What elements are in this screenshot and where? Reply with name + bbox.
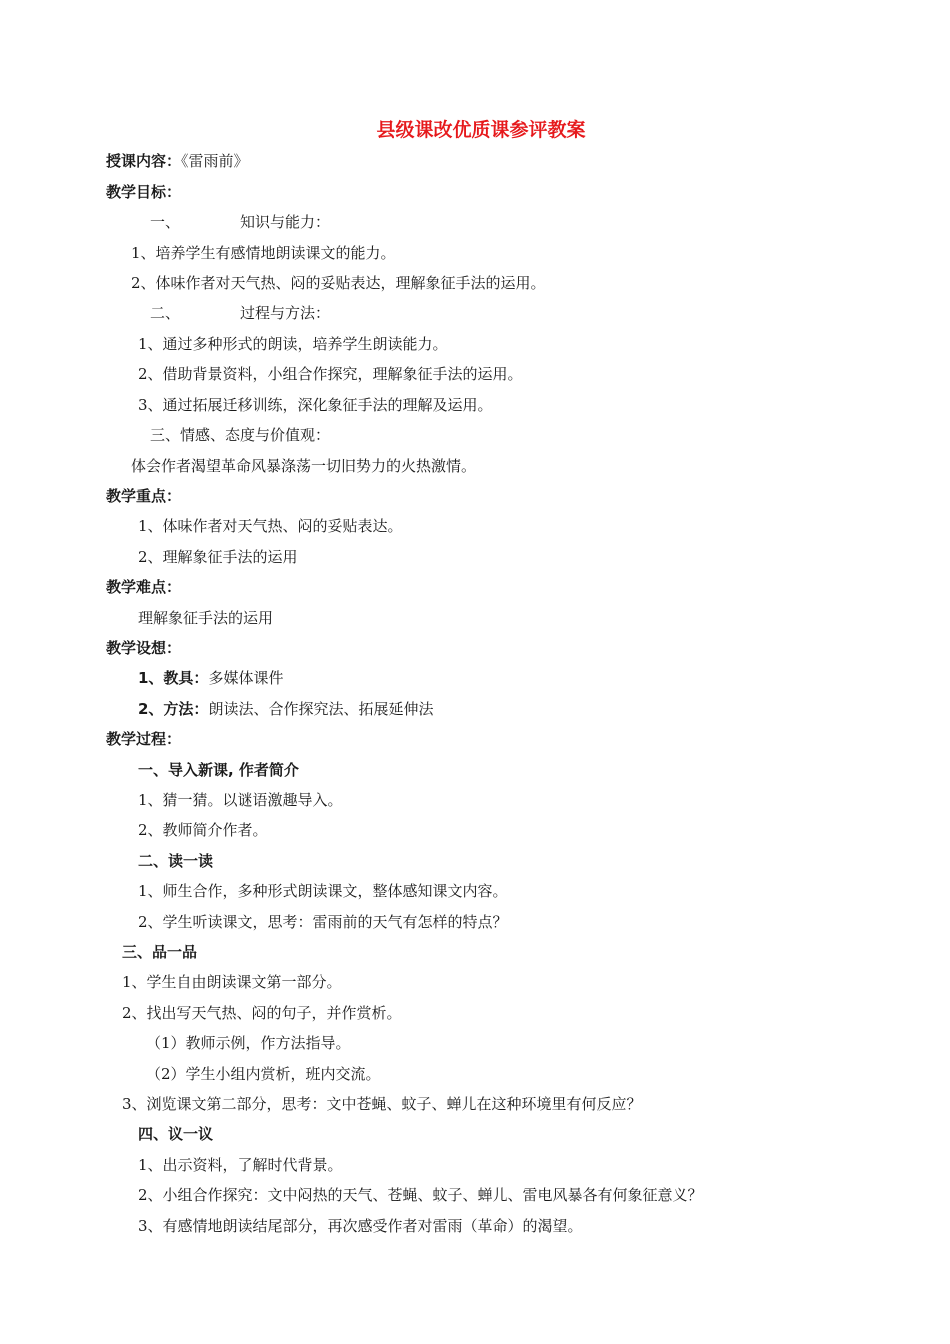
process-item: 1、出示资料，了解时代背景。 (138, 1156, 343, 1174)
goal-section-1-number: 一、 (150, 213, 181, 231)
design-tool-value: 多媒体课件 (208, 669, 284, 687)
process-part-2-title: 二、读一读 (138, 852, 214, 870)
goal-section-1-label: 知识与能力： (240, 213, 331, 231)
process-part-3-title: 三、品一品 (122, 943, 198, 961)
goal-item: 1、培养学生有感情地朗读课文的能力。 (131, 244, 396, 262)
process-subitem: （2）学生小组内赏析，班内交流。 (146, 1065, 381, 1083)
design-tool-label: 1、教具： (138, 669, 209, 687)
design-method-label: 2、方法： (138, 700, 209, 718)
content-row (106, 151, 249, 171)
process-part-1-title: 一、导入新课, 作者简介 (138, 761, 299, 779)
process-item: 2、教师简介作者。 (138, 821, 268, 839)
design-method-row (138, 699, 433, 719)
design-tool-row (138, 668, 283, 688)
difficulties-text: 理解象征手法的运用 (138, 609, 274, 627)
goal-item: 1、通过多种形式的朗读，培养学生朗读能力。 (138, 335, 448, 353)
document-title: 县级课改优质课参评教案 (376, 119, 586, 141)
process-item: 3、浏览课文第二部分，思考：文中苍蝇、蚊子、蝉儿在这种环境里有何反应？ (122, 1095, 642, 1113)
process-heading: 教学过程： (106, 730, 182, 748)
process-item: 1、师生合作，多种形式朗读课文，整体感知课文内容。 (138, 882, 508, 900)
goal-section-3-title: 三、情感、态度与价值观： (150, 426, 331, 444)
process-item: 1、学生自由朗读课文第一部分。 (122, 973, 342, 991)
process-subitem: （1）教师示例，作方法指导。 (146, 1034, 351, 1052)
key-point-item: 1、体味作者对天气热、闷的妥贴表达。 (138, 517, 403, 535)
key-points-heading: 教学重点： (106, 487, 182, 505)
goal-section-2-label: 过程与方法： (240, 304, 331, 322)
process-item: 1、猜一猜。以谜语激趣导入。 (138, 791, 343, 809)
goal-section-2-number: 二、 (150, 304, 181, 322)
key-point-item: 2、理解象征手法的运用 (138, 548, 298, 566)
process-item: 2、学生听读课文，思考：雷雨前的天气有怎样的特点？ (138, 913, 508, 931)
process-item: 2、小组合作探究：文中闷热的天气、苍蝇、蚊子、蝉儿、雷电风暴各有何象征意义？ (138, 1186, 703, 1204)
difficulties-heading: 教学难点： (106, 578, 182, 596)
goal-item: 2、体味作者对天气热、闷的妥贴表达，理解象征手法的运用。 (131, 274, 546, 292)
content-value: 《雷雨前》 (181, 152, 249, 170)
goal-section-2-title (150, 303, 330, 323)
goal-item: 3、通过拓展迁移训练，深化象征手法的理解及运用。 (138, 396, 493, 414)
process-item: 3、有感情地朗读结尾部分，再次感受作者对雷雨（革命）的渴望。 (138, 1217, 583, 1235)
goal-item: 2、借助背景资料，小组合作探究，理解象征手法的运用。 (138, 365, 523, 383)
process-part-4-title: 四、议一议 (138, 1125, 214, 1143)
design-heading: 教学设想： (106, 639, 182, 657)
process-item: 2、找出写天气热、闷的句子，并作赏析。 (122, 1004, 402, 1022)
goal-section-3-text: 体会作者渴望革命风暴涤荡一切旧势力的火热激情。 (131, 457, 477, 475)
goal-section-1-title (150, 212, 330, 232)
goals-heading: 教学目标： (106, 183, 182, 201)
design-method-value: 朗读法、合作探究法、拓展延伸法 (208, 700, 434, 718)
content-label: 授课内容： (106, 152, 182, 170)
